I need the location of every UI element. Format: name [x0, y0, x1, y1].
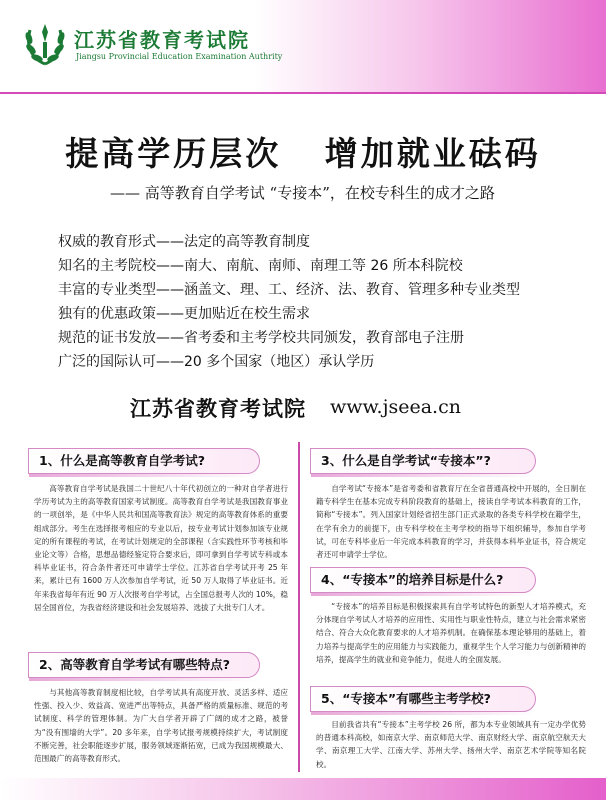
laurel-logo-icon: [22, 18, 68, 68]
section-4-title: 4、“专接本”的培养目标是什么?: [310, 567, 536, 593]
feature-list: [58, 230, 598, 374]
headline: 提高学历层次 增加就业砝码: [65, 134, 541, 173]
org-name: 江苏省教育考试院: [74, 28, 250, 52]
footer-band: [0, 778, 606, 800]
section-1-body: 高等教育自学考试是我国二十世纪八十年代初创立的一种对自学者进行学历考试为主的高等教育国家考试制度。高等教育自学考试是我国教育事业的一项创举，是《中华人民共和国高等教育法》规定的高等教育体系的重要组成部分。考生在选择报考相应的专业以后，按专业考试计划参加该专业规定的所有课程的考试，在考试计划规定的全部课程（含实践性环节考核和毕业论文等）合格，思想品德经鉴定符合要求后，即可拿到自学考试专科或本科毕业证书，符合条件者还可申请学士学位。江苏省自学考试开考 25 年来，累计已有 1600 万人次参加自学考试，近 50 万人取得了毕业证书。近年来我省每年有近 90 万人次报考自学考试，占全国总报考人次的 10%，稳居全国首位，为我省经济建设和社会发展培养、选拔了大批专门人才。: [34, 484, 288, 612]
section-2-title: 2、高等教育自学考试有哪些特点?: [28, 652, 260, 678]
column-divider: [298, 442, 300, 772]
section-5-body: 目前我省共有“专接本”主考学校 26 所，都为本专业领域具有一定办学优势的普通本科高校，如南京大学、南京师范大学、南京财经大学、南京航空航天大学、南京理工大学、江南大学、苏州大学、扬州大学、南京艺术学院等知名院校。: [316, 720, 586, 769]
section-4-body: “专接本”的培养目标是积极探索具有自学考试特色的新型人才培养模式，充分体现自学考试人才培养的应用性、实用性与职业性特点，建立与社会需求紧密结合、符合大众化教育要求的人才培养机制。在确保基本理论够用的基础上，着力培养与提高学生的应用能力与实践能力，重视学生个人学习能力与创新精神的培养，提高学生的就业和竞争能力，促进人的全面发展。: [316, 602, 586, 664]
feature-item: 广泛的国际认可——20 多个国家（地区）承认学历: [58, 354, 375, 370]
feature-item: 规范的证书发放——省考委和主考学校共同颁发，教育部电子注册: [58, 330, 464, 346]
section-3-title: 3、什么是自学考试“专接本”?: [310, 448, 536, 474]
subheadline: —— 高等教育自学考试 “专接本”，在校专科生的成才之路: [110, 184, 495, 202]
feature-item: 独有的优惠政策——更加贴近在校生需求: [58, 306, 310, 322]
website-url: www.jseea.cn: [330, 396, 461, 418]
section-3-body: 自学考试“专接本”是省考委和省教育厅在全省普通高校中开展的，全日制在籍专科学生在基本完成专科阶段教育的基础上，接读自学考试本科教育的工作，简称“专接本”。列入国家计划经省招生部门正式录取的各类专科学校在籍学生，在学有余力的前提下，由专科学校在主考学校的指导下组织辅导，参加自学考试，可在专科毕业后一年完成本科教育的学习，并获得本科毕业证书，符合规定者还可申请学士学位。: [316, 484, 586, 560]
org-name-en: Jiangsu Provincial Education Examination Authrity: [76, 52, 283, 61]
section-5-title: 5、“专接本”有哪些主考学校?: [310, 686, 536, 712]
section-2-body: 与其他高等教育制度相比较，自学考试具有高度开放、灵活多样、适应性强、投入少、效益高、宽进严出等特点，具备严格的质量标准、规范的考试制度、科学的管理体制。为广大自学者开辟了广阔的成才之路，被誉为“没有围墙的大学”。20 多年来，自学考试报考规模持续扩大，考试制度不断完善，社会职能逐步扩展，服务领域逐渐拓宽，已成为我国规模最大、范围最广的高等教育形式。: [34, 688, 288, 764]
header-divider: [0, 92, 606, 94]
signature: 江苏省教育考试院: [130, 396, 306, 421]
section-1-title: 1、什么是高等教育自学考试?: [28, 448, 260, 474]
feature-item: 权威的教育形式——法定的高等教育制度: [58, 234, 310, 250]
feature-item: 知名的主考院校——南大、南航、南师、南理工等 26 所本科院校: [58, 258, 463, 274]
feature-item: 丰富的专业类型——涵盖文、理、工、经济、法、教育、管理多种专业类型: [58, 282, 520, 298]
